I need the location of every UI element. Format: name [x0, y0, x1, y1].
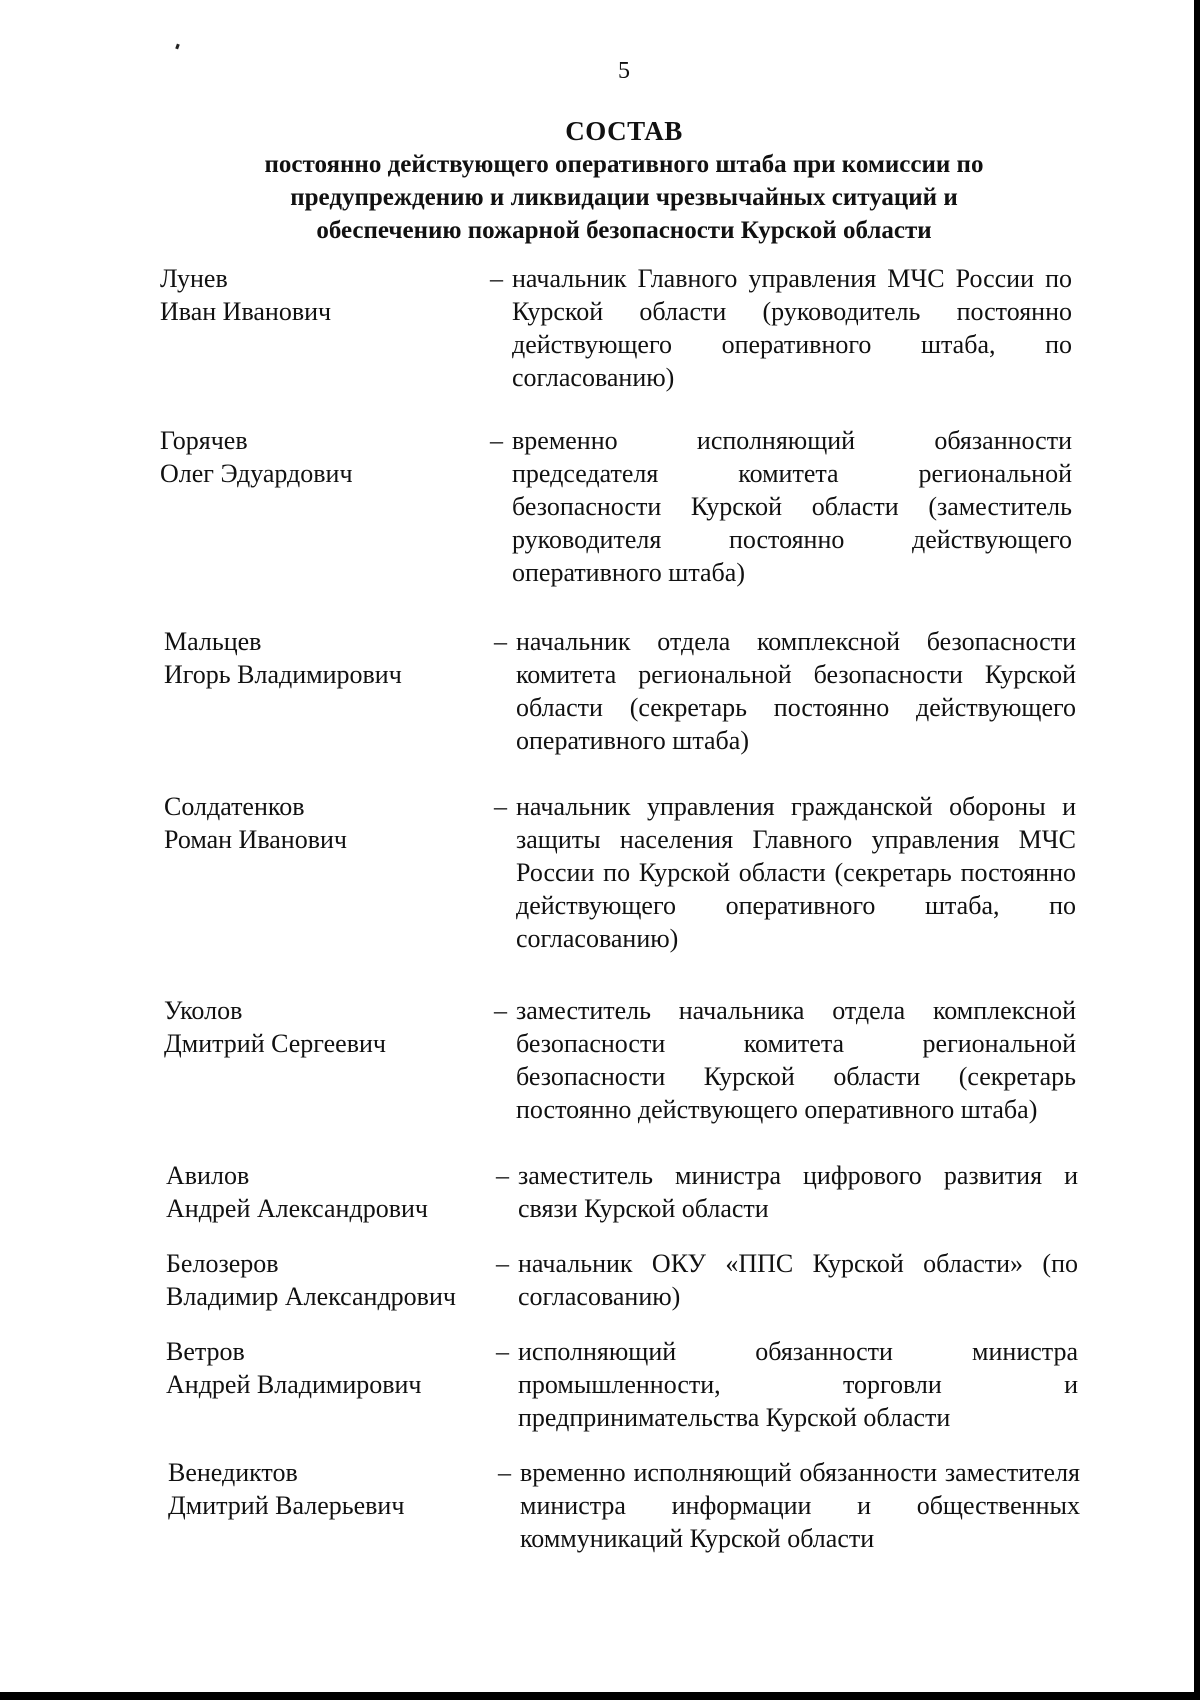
- person-name: [166, 1335, 496, 1434]
- staff-entry: [160, 625, 1090, 757]
- person-surname: Солдатенков: [164, 792, 305, 821]
- page-edge-bottom: [0, 1692, 1200, 1700]
- entry-dash: –: [496, 1337, 509, 1366]
- person-given-names: Владимир Александрович: [166, 1282, 456, 1311]
- person-name: [168, 1456, 498, 1555]
- entry-dash: –: [490, 426, 503, 455]
- person-name: [166, 1247, 496, 1313]
- entry-dash: –: [494, 627, 507, 656]
- staff-entry: [160, 790, 1090, 955]
- entry-dash: –: [490, 264, 503, 293]
- staff-entry: [160, 1335, 1090, 1434]
- person-position: заместитель министра цифрового развития и связи Курской области: [518, 1161, 1078, 1223]
- staff-entry: [160, 424, 1090, 589]
- person-position: заместитель начальника отдела комплексной безопасности комитета региональной безопасности Курской области (секретарь постоянно действующего оперативного штаба): [516, 996, 1076, 1124]
- person-name: [166, 1159, 496, 1225]
- scan-speck: [175, 44, 180, 50]
- person-given-names: Иван Иванович: [160, 297, 332, 326]
- person-position: начальник управления гражданской обороны и защиты населения Главного управления МЧС России по Курской области (секретарь постоянно действующего оперативного штаба, по согласованию): [516, 792, 1076, 953]
- document-title: СОСТАВ: [565, 116, 683, 146]
- entry-dash: –: [498, 1458, 511, 1487]
- person-surname: Авилов: [166, 1161, 250, 1190]
- person-given-names: Дмитрий Валерьевич: [168, 1491, 405, 1520]
- page-number: 5: [618, 58, 630, 84]
- person-surname: Уколов: [164, 996, 243, 1025]
- person-name: [164, 625, 494, 757]
- person-given-names: Андрей Александрович: [166, 1194, 428, 1223]
- person-surname: Горячев: [160, 426, 248, 455]
- person-position: временно исполняющий обязанности председателя комитета региональной безопасности Курской области (заместитель руководителя постоянно действующего оперативного штаба): [512, 426, 1072, 587]
- person-surname: Мальцев: [164, 627, 262, 656]
- person-surname: Ветров: [166, 1337, 245, 1366]
- document-heading: [0, 114, 1200, 247]
- person-surname: Белозеров: [166, 1249, 279, 1278]
- person-position: временно исполняющий обязанности заместителя министра информации и общественных коммуникаций Курской области: [520, 1458, 1080, 1553]
- person-name: [164, 790, 494, 955]
- staff-entry: [160, 994, 1090, 1126]
- document-subtitle: постоянно действующего оперативного штаба при комиссии по предупреждению и ликвидации чрезвычайных ситуаций и обеспечению пожарной безопасности Курской области: [264, 151, 984, 244]
- staff-list: [160, 262, 1090, 1555]
- person-position: начальник Главного управления МЧС России по Курской области (руководитель постоянно действующего оперативного штаба, по согласованию): [512, 264, 1072, 392]
- staff-entry: [160, 1159, 1090, 1225]
- person-surname: Венедиктов: [168, 1458, 298, 1487]
- person-given-names: Игорь Владимирович: [164, 660, 402, 689]
- staff-entry: [160, 1247, 1090, 1313]
- person-position: начальник ОКУ «ППС Курской области» (по согласованию): [518, 1249, 1078, 1311]
- page-edge-right: [1194, 0, 1200, 1700]
- person-name: [164, 994, 494, 1126]
- person-given-names: Дмитрий Сергеевич: [164, 1029, 386, 1058]
- person-given-names: Роман Иванович: [164, 825, 347, 854]
- person-position: начальник отдела комплексной безопасности комитета региональной безопасности Курской области (секретарь постоянно действующего оперативного штаба): [516, 627, 1076, 755]
- person-given-names: Олег Эдуардович: [160, 459, 353, 488]
- entry-dash: –: [496, 1249, 509, 1278]
- person-position: исполняющий обязанности министра промышленности, торговли и предпринимательства Курской области: [518, 1337, 1078, 1432]
- entry-dash: –: [496, 1161, 509, 1190]
- person-surname: Лунев: [160, 264, 228, 293]
- entry-dash: –: [494, 996, 507, 1025]
- person-name: [160, 424, 490, 589]
- person-given-names: Андрей Владимирович: [166, 1370, 422, 1399]
- staff-entry: [160, 262, 1090, 394]
- entry-dash: –: [494, 792, 507, 821]
- staff-entry: [160, 1456, 1090, 1555]
- person-name: [160, 262, 490, 394]
